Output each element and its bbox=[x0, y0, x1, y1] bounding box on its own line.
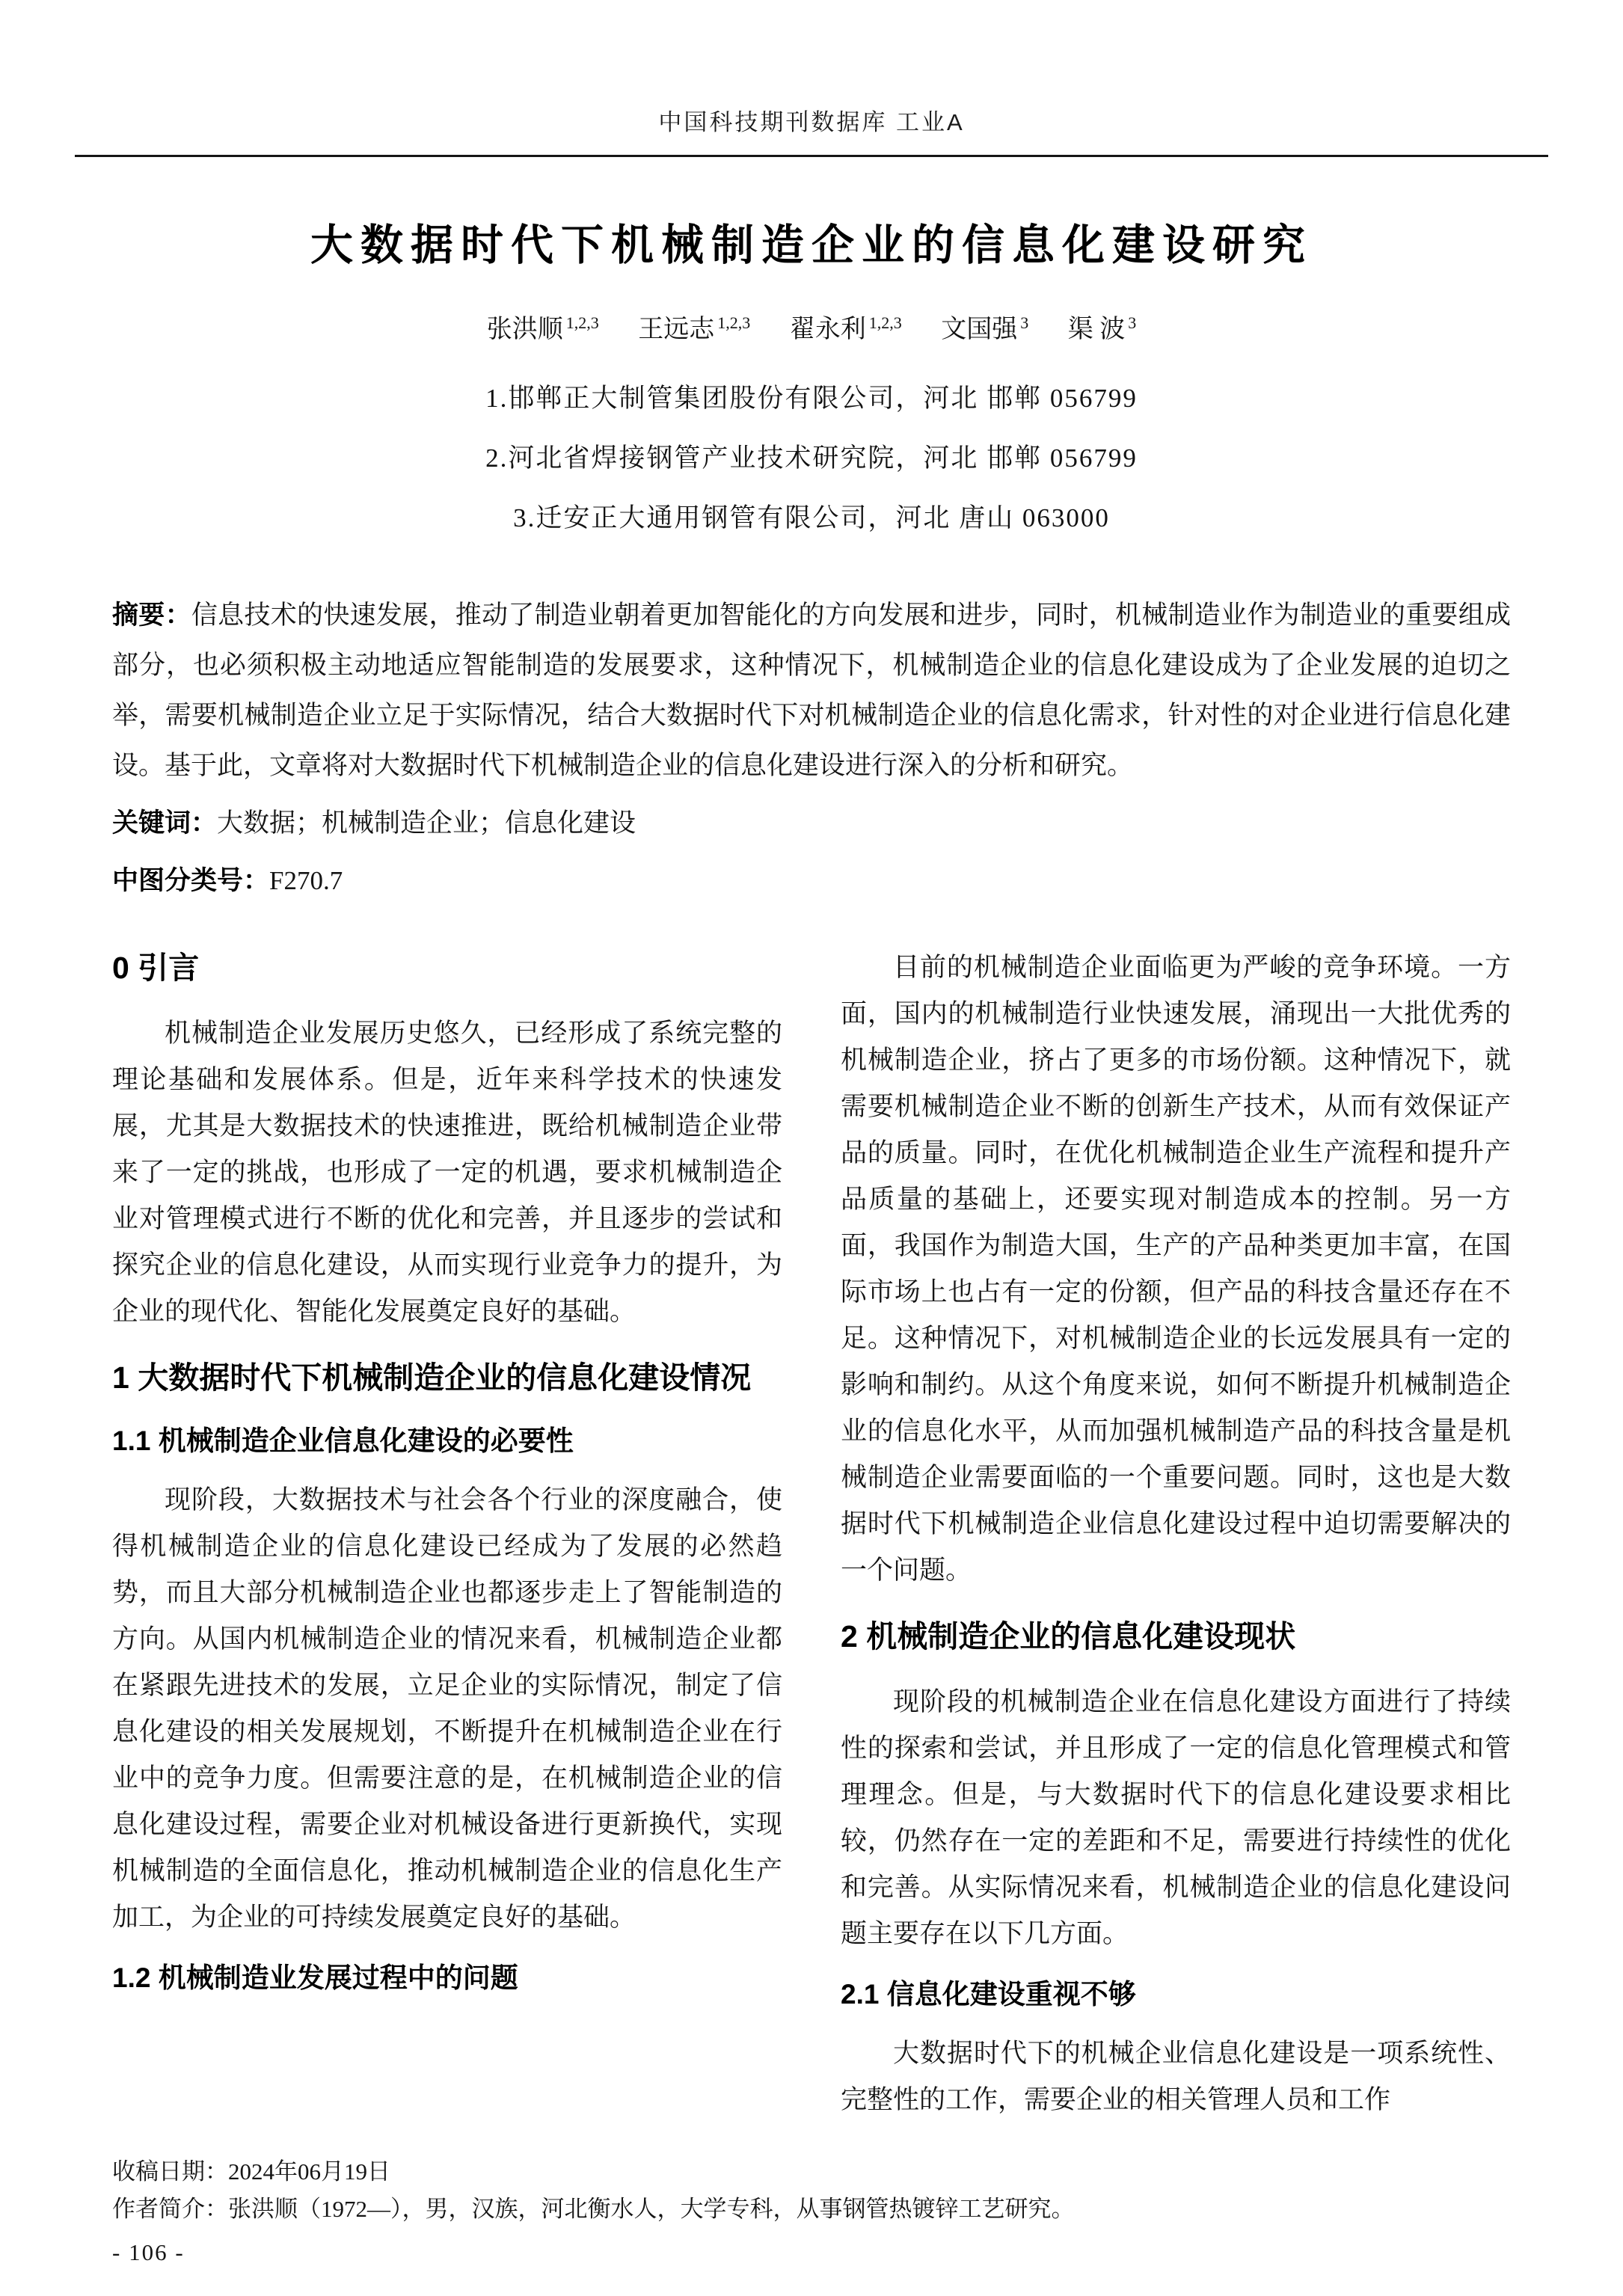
section-heading-1: 1 大数据时代下机械制造企业的信息化建设情况 bbox=[112, 1360, 752, 1395]
section-2-paragraph: 现阶段的机械制造企业在信息化建设方面进行了持续性的探索和尝试，并且形成了一定的信息化管理模式和管理理念。但是，与大数据时代下的信息化建设要求相比较，仍然存在一定的差距和不足，需要进行持续性的优化和完善。从实际情况来看，机械制造企业的信息化建设问题主要存在以下几方面。 bbox=[841, 1687, 1511, 1948]
author-name: 渠 波 bbox=[1067, 316, 1126, 343]
footnote-bio bbox=[112, 2191, 1511, 2228]
author-name: 王远志 bbox=[638, 316, 715, 343]
received-date-label: 收稿日期： bbox=[112, 2158, 228, 2185]
author-name: 张洪顺 bbox=[486, 316, 563, 343]
clc-label: 中图分类号： bbox=[112, 866, 270, 895]
subsection-heading-1-1: 1.1 机械制造企业信息化建设的必要性 bbox=[112, 1425, 574, 1456]
abstract-paragraph bbox=[112, 590, 1511, 791]
author bbox=[486, 313, 599, 343]
page-number: - 106 - bbox=[112, 2239, 185, 2265]
abstract-label: 摘要： bbox=[112, 601, 191, 630]
footnote-received bbox=[112, 2153, 1511, 2191]
clc-paragraph bbox=[112, 856, 1511, 906]
author-name: 翟永利 bbox=[789, 316, 866, 343]
section-1-1-paragraph: 现阶段，大数据技术与社会各个行业的深度融合，使得机械制造企业的信息化建设已经成为了发展的必然趋势，而且大部分机械制造企业也都逐步走上了智能制造的方向。从国内机械制造企业的情况来看，机械制造企业都在紧跟先进技术的发展，立足企业的实际情况，制定了信息化建设的相关发展规划，不断提升在机械制造企业在行业中的竞争力度。但需要注意的是，在机械制造企业的信息化建设过程，需要企业对机械设备进行更新换代，实现机械制造的全面信息化，推动机械制造企业的信息化生产加工，为企业的可持续发展奠定良好的基础。 bbox=[112, 1485, 782, 1932]
section-heading-0: 0 引言 bbox=[112, 951, 200, 985]
keywords-label: 关键词： bbox=[112, 808, 218, 838]
keywords-paragraph bbox=[112, 798, 1511, 848]
paper-title: 大数据时代下机械制造企业的信息化建设研究 bbox=[310, 221, 1313, 269]
abstract-text: 信息技术的快速发展，推动了制造业朝着更加智能化的方向发展和进步，同时，机械制造业作为制造业的重要组成部分，也必须积极主动地适应智能制造的发展要求，这种情况下，机械制造企业的信息化建设成为了企业发展的迫切之举，需要机械制造企业立足于实际情况，结合大数据时代下对机械制造企业的信息化需求，针对性的对企业进行信息化建设。基于此，文章将对大数据时代下机械制造企业的信息化建设进行深入的分析和研究。 bbox=[112, 601, 1511, 780]
author bbox=[638, 313, 751, 343]
section-1-2-paragraph: 目前的机械制造企业面临更为严峻的竞争环境。一方面，国内的机械制造行业快速发展，涌现出一大批优秀的机械制造企业，挤占了更多的市场份额。这种情况下，就需要机械制造企业不断的创新生产技术，从而有效保证产品的质量。同时，在优化机械制造企业生产流程和提升产品质量的基础上，还要实现对制造成本的控制。另一方面，我国作为制造大国，生产的产品种类更加丰富，在国际市场上也占有一定的份额，但产品的科技含量还存在不足。这种情况下，对机械制造企业的长远发展具有一定的影响和制约。从这个角度来说，如何不断提升机械制造企业的信息化水平，从而加强机械制造产品的科技含量是机械制造企业需要面临的一个重要问题。同时，这也是大数据时代下机械制造企业信息化建设过程中迫切需要解决的一个问题。 bbox=[841, 953, 1511, 1585]
author-bio-value: 张洪顺（1972—），男，汉族，河北衡水人，大学专科，从事钢管热镀锌工艺研究。 bbox=[228, 2196, 1075, 2222]
body-columns bbox=[112, 945, 1511, 2123]
author-list bbox=[112, 308, 1511, 345]
author-superscript: 1,2,3 bbox=[717, 313, 751, 332]
section-0-paragraph: 机械制造企业发展历史悠久，已经形成了系统完整的理论基础和发展体系。但是，近年来科学技术的快速发展，尤其是大数据技术的快速推进，既给机械制造企业带来了一定的挑战，也形成了一定的机遇，要求机械制造企业对管理模式进行不断的优化和完善，并且逐步的尝试和探究企业的信息化建设，从而实现行业竞争力的提升，为企业的现代化、智能化发展奠定良好的基础。 bbox=[112, 1019, 782, 1326]
affiliation-line: 1.邯郸正大制管集团股份有限公司，河北 邯郸 056799 bbox=[485, 384, 1138, 413]
section-heading-2: 2 机械制造企业的信息化建设现状 bbox=[841, 1619, 1296, 1654]
subsection-heading-2-1: 2.1 信息化建设重视不够 bbox=[841, 1979, 1136, 2010]
affiliation-line: 3.迁安正大通用钢管有限公司，河北 唐山 063000 bbox=[513, 503, 1110, 532]
footnote-block bbox=[112, 2153, 1511, 2271]
clc-value: F270.7 bbox=[269, 866, 343, 895]
author bbox=[941, 313, 1029, 343]
meta-block bbox=[112, 590, 1511, 906]
author-bio-label: 作者简介： bbox=[112, 2196, 228, 2222]
author-superscript: 3 bbox=[1020, 313, 1029, 332]
author bbox=[789, 313, 902, 343]
affiliation-list bbox=[112, 369, 1511, 548]
journal-header: 中国科技期刊数据库 工业A bbox=[658, 109, 965, 135]
author bbox=[1067, 313, 1137, 343]
author-superscript: 3 bbox=[1128, 313, 1137, 332]
affiliation-line: 2.河北省焊接钢管产业技术研究院，河北 邯郸 056799 bbox=[485, 443, 1138, 473]
received-date-value: 2024年06月19日 bbox=[228, 2158, 390, 2185]
header-rule bbox=[75, 155, 1548, 157]
author-name: 文国强 bbox=[941, 316, 1018, 343]
keywords-text: 大数据；机械制造企业；信息化建设 bbox=[217, 808, 636, 838]
section-2-1-paragraph: 大数据时代下的机械企业信息化建设是一项系统性、完整性的工作，需要企业的相关管理人员和工作 bbox=[841, 2039, 1511, 2114]
left-column bbox=[112, 945, 782, 2014]
author-superscript: 1,2,3 bbox=[868, 313, 902, 332]
author-superscript: 1,2,3 bbox=[565, 313, 599, 332]
subsection-heading-1-2: 1.2 机械制造业发展过程中的问题 bbox=[112, 1962, 518, 1993]
right-column bbox=[841, 945, 1511, 2123]
